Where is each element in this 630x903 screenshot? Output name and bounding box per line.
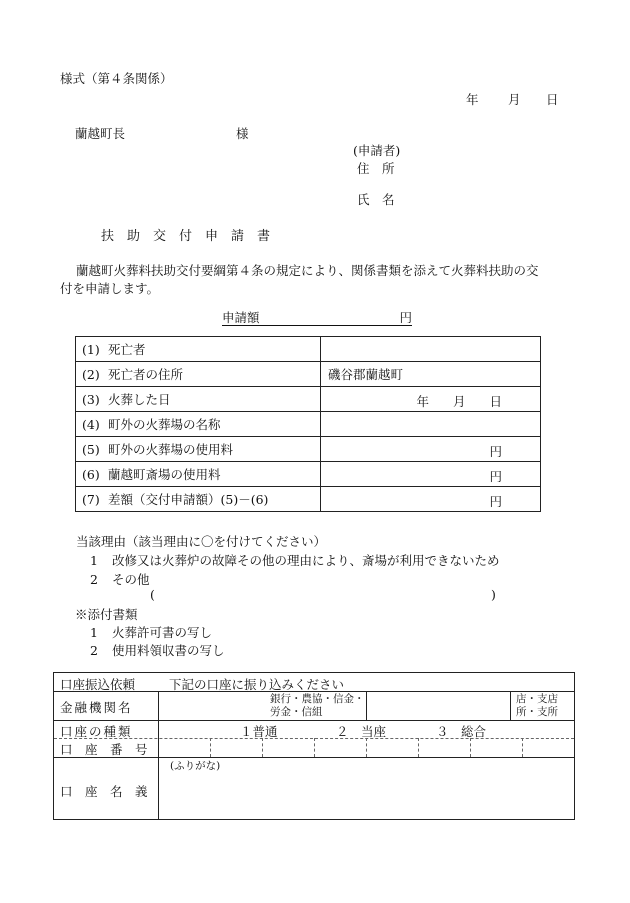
- attachment-item: [90, 641, 225, 659]
- reason-item: [90, 570, 150, 588]
- row-label: 死亡者: [108, 342, 146, 357]
- address-value: 磯谷郡蘭越町: [328, 367, 404, 382]
- cremation-month: 月: [452, 394, 466, 409]
- table-row: [76, 387, 541, 412]
- account-number-field[interactable]: [160, 740, 574, 756]
- account-type-option[interactable]: １普通: [240, 724, 278, 739]
- attachment-text: 使用料領収書の写し: [112, 643, 225, 658]
- difference-field[interactable]: [321, 487, 541, 512]
- institution-types-line2: 労金・信組: [270, 706, 323, 718]
- yen-unit: 円: [489, 444, 502, 459]
- applicant-label: (申請者): [353, 143, 401, 158]
- account-type-option[interactable]: ３ 総合: [436, 724, 487, 739]
- account-number-label: 口 座 番 号: [60, 742, 148, 757]
- table-row: [76, 337, 541, 362]
- row-label: 火葬した日: [108, 392, 171, 407]
- yen-unit: 円: [489, 494, 502, 509]
- account-type-label: 口座の種類: [60, 724, 133, 739]
- reason-number: 2: [90, 572, 98, 587]
- account-name-label: 口 座 名 義: [60, 784, 148, 799]
- outside-fee-field[interactable]: [321, 437, 541, 462]
- rankoshi-fee-field[interactable]: [321, 462, 541, 487]
- branch-line1: 店・支店: [516, 693, 558, 705]
- branch-name-field[interactable]: [368, 693, 508, 719]
- account-type-option[interactable]: ２ 当座: [336, 724, 387, 739]
- cremation-day: 日: [489, 394, 502, 409]
- crematorium-name-field[interactable]: [321, 412, 541, 437]
- deceased-field[interactable]: [321, 337, 541, 362]
- reason-text: 改修又は火葬炉の故障その他の理由により、斎場が利用できないため: [112, 553, 500, 568]
- attachment-number: 1: [90, 625, 98, 640]
- attachments-heading: ※添付書類: [75, 607, 138, 622]
- row-label: 蘭越町斎場の使用料: [108, 467, 221, 482]
- row-number: (1): [82, 342, 100, 357]
- applicant-name-label: 氏 名: [357, 192, 395, 207]
- attachment-text: 火葬許可書の写し: [112, 625, 213, 640]
- application-table: [75, 336, 541, 512]
- bank-request-label: 口座振込依頼: [60, 677, 136, 692]
- other-paren-close: ): [491, 587, 496, 602]
- requested-amount-unit: 円: [399, 310, 412, 325]
- date-year: 年: [466, 92, 479, 107]
- institution-types-line1: 銀行・農協・信金・: [270, 693, 365, 705]
- cremation-date-field[interactable]: [321, 387, 541, 412]
- row-label: 町外の火葬場の名称: [108, 417, 221, 432]
- reason-item: [90, 551, 500, 569]
- table-row: [76, 462, 541, 487]
- requested-amount-label: 申請額: [222, 310, 260, 325]
- date-day: 日: [546, 92, 559, 107]
- row-label: 差額（交付申請額）(5)－(6): [108, 492, 269, 507]
- deceased-address-field[interactable]: [321, 362, 541, 387]
- row-number: (4): [82, 417, 100, 432]
- reason-text: その他: [112, 572, 150, 587]
- institution-name-field[interactable]: [160, 693, 264, 719]
- table-row: [76, 362, 541, 387]
- cremation-year: 年: [416, 394, 429, 409]
- institution-label: 金融機関名: [60, 700, 133, 715]
- body-text-line1: 蘭越町火葬料扶助交付要綱第４条の規定により、関係書類を添えて火葬料扶助の交: [76, 263, 539, 278]
- applicant-address-label: 住 所: [357, 161, 395, 176]
- row-number: (6): [82, 467, 100, 482]
- table-row: [76, 437, 541, 462]
- addressee-honorific: 様: [236, 126, 249, 141]
- table-row: [76, 487, 541, 512]
- reason-heading: 当該理由（該当理由に〇を付けてください）: [76, 534, 327, 549]
- document-title: 扶 助 交 付 申 請 書: [101, 229, 271, 244]
- bank-request-text: 下記の口座に振り込みください: [169, 677, 345, 692]
- reason-number: 1: [90, 553, 98, 568]
- branch-line2: 所・支所: [516, 706, 558, 718]
- bank-transfer-table: [53, 672, 575, 820]
- row-label: 死亡者の住所: [108, 367, 184, 382]
- date-month: 月: [508, 92, 521, 107]
- account-name-field[interactable]: [160, 774, 574, 818]
- row-number: (7): [82, 492, 100, 507]
- body-text-line2: 付を申請します。: [60, 281, 160, 296]
- requested-amount: [222, 308, 412, 326]
- row-number: (2): [82, 367, 100, 382]
- form-label: 様式（第４条関係）: [60, 71, 173, 86]
- row-label: 町外の火葬場の使用料: [108, 442, 234, 457]
- other-reason-field[interactable]: [160, 587, 486, 603]
- yen-unit: 円: [489, 469, 502, 484]
- attachment-item: [90, 623, 212, 641]
- attachment-number: 2: [90, 643, 98, 658]
- addressee-name: 蘭越町長: [75, 126, 126, 141]
- other-paren-open: (: [150, 587, 155, 602]
- row-number: (3): [82, 392, 100, 407]
- table-row: [76, 412, 541, 437]
- furigana-label: (ふりがな): [170, 760, 221, 772]
- row-number: (5): [82, 442, 100, 457]
